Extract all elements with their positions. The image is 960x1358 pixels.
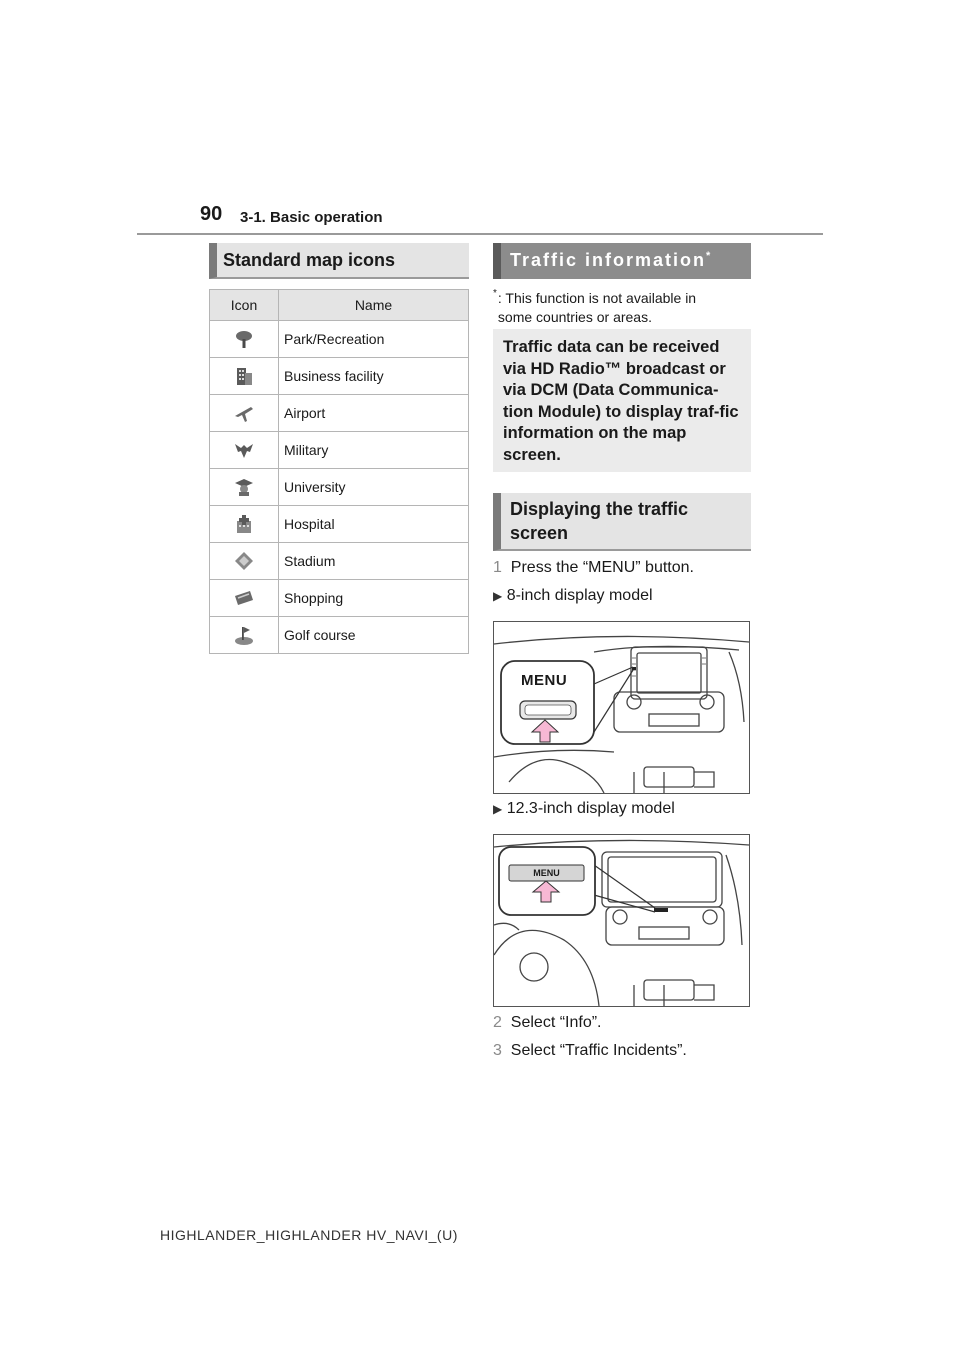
golf-course-icon [233,624,255,646]
menu-callout-label: MENU [521,672,568,689]
table-cell-name: Business facility [279,358,469,395]
column-header-icon: Icon [210,290,279,321]
step-2 [493,1014,602,1032]
section-title: 3-1. Basic operation [240,209,383,226]
table-row [210,395,469,432]
model-label-text: 12.3-inch display model [506,800,675,817]
table-cell-name: Military [279,432,469,469]
dashboard-12inch-drawing [494,835,749,1006]
table-cell-name: Airport [279,395,469,432]
table-cell-name: Park/Recreation [279,321,469,358]
footer-model-code: HIGHLANDER_HIGHLANDER HV_NAVI_(U) [160,1227,458,1243]
table-row [210,358,469,395]
traffic-intro-text: Traffic data can be received via HD Radio™ broadcast or via DCM (Data Communica-tion Module) to display traf-fic information on the map screen. [503,338,739,464]
model-label-12inch [493,800,675,818]
table-cell-name: Stadium [279,543,469,580]
triangle-bullet-icon: ▶ [493,802,503,816]
step-3 [493,1042,687,1060]
step-number: 2 [493,1014,502,1031]
footnote [493,289,751,327]
displaying-traffic-screen-heading [493,493,751,551]
page-number: 90 [200,203,223,225]
standard-map-icons-heading [209,243,469,279]
table-cell-name: Hospital [279,506,469,543]
step-number: 1 [493,559,502,576]
model-label-text: 8-inch display model [506,587,653,604]
step-number: 3 [493,1042,502,1059]
footnote-text: : This function is not available in some countries or areas. [497,290,697,325]
stadium-icon [233,550,255,572]
table-row [210,506,469,543]
military-icon [233,439,255,461]
displaying-traffic-screen-heading-text: Displaying the traffic screen [510,499,689,543]
table-row [210,469,469,506]
park-recreation-icon [233,328,255,350]
step-text: Select “Info”. [510,1014,602,1031]
shopping-icon [233,587,255,609]
traffic-information-heading-text: Traffic information [510,250,707,270]
menu-callout-label: MENU [533,868,560,878]
illustration-12inch-dashboard [493,834,750,1007]
triangle-bullet-icon: ▶ [493,589,503,603]
table-row [210,580,469,617]
column-header-name: Name [279,290,469,321]
footnote-asterisk: * [493,288,497,299]
step-text: Select “Traffic Incidents”. [510,1042,687,1059]
traffic-information-heading [493,243,751,279]
hospital-icon [233,513,255,535]
dashboard-8inch-drawing [494,622,749,793]
table-row [210,543,469,580]
map-icons-table [209,289,469,654]
illustration-8inch-dashboard [493,621,750,794]
table-cell-name: University [279,469,469,506]
table-cell-name: Golf course [279,617,469,654]
step-1 [493,559,694,577]
heading-asterisk: * [706,250,713,262]
table-row [210,432,469,469]
table-row [210,617,469,654]
business-facility-icon [233,365,255,387]
table-row [210,321,469,358]
table-cell-name: Shopping [279,580,469,617]
airport-icon [233,402,255,424]
traffic-intro-box [493,329,751,472]
step-text: Press the “MENU” button. [510,559,694,576]
university-icon [233,476,255,498]
header-rule [137,233,823,235]
standard-map-icons-heading-text: Standard map icons [223,250,396,270]
model-label-8inch [493,587,653,605]
